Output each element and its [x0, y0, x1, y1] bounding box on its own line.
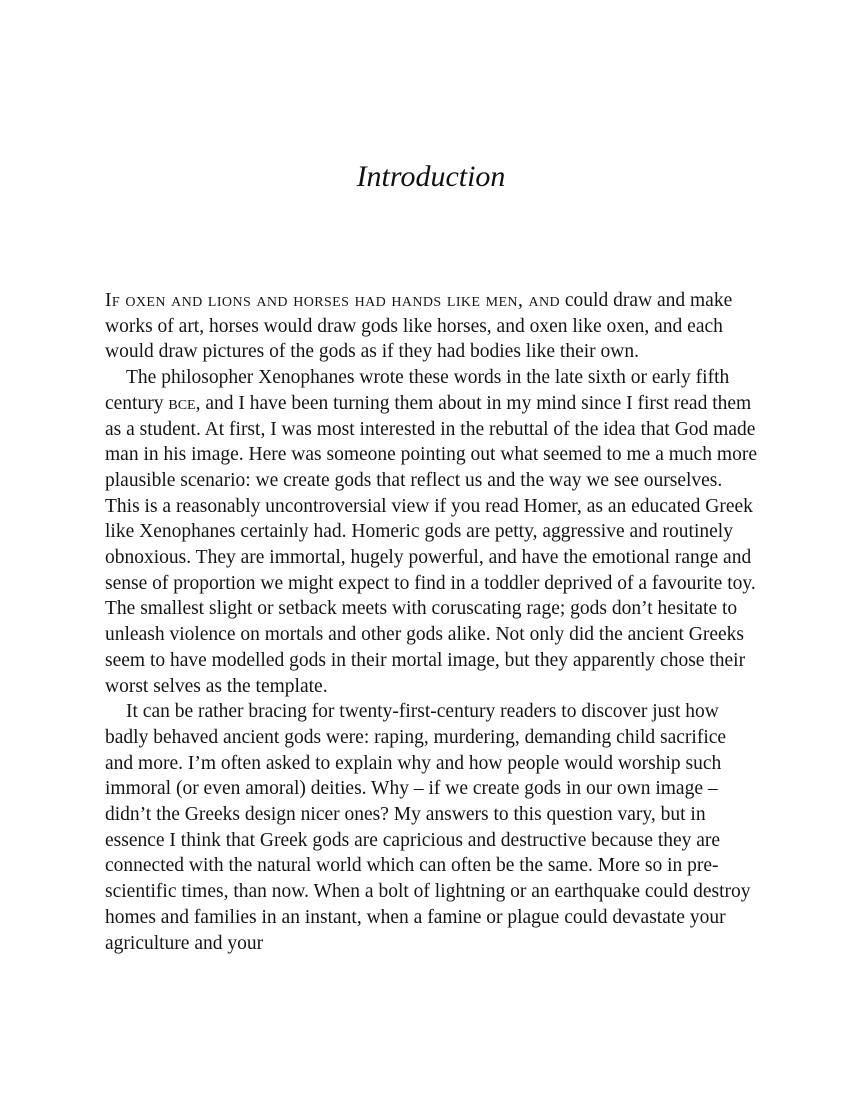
chapter-title: Introduction [356, 160, 506, 193]
era-abbreviation-bce: bce [168, 392, 196, 414]
paragraph-opening [105, 288, 759, 365]
paragraph-xenophanes [105, 365, 759, 699]
paragraph-bracing: It can be rather bracing for twenty-first-century readers to discover just how badly behaved ancient gods were: raping, murdering, demanding child sacrifice and more. I’m often asked to explain why and how people would worship such immoral (or even amoral) deities. Why – if we create gods in our own image – didn’t the Greeks design nicer ones? My answers to this question vary, but in essence I think that Greek gods are capricious and destructive because they are connected with the natural world which can often be the same. More so in pre-scientific times, than now. When a bolt of lightning or an earthquake could destroy homes and families in an instant, when a famine or plague could devastate your agriculture and your [105, 701, 751, 954]
paragraph-opening-rest: could draw and make works of art, horses would draw gods like horses, and oxen like oxen, and each would draw pictures of the gods as if they had bodies like their own. [105, 290, 733, 363]
paragraph-xenophanes-part1: The philosopher Xenophanes wrote these words in the late sixth or early fifth century [105, 367, 730, 414]
body-text [105, 288, 759, 956]
opening-small-caps-phrase: If oxen and lions and horses had hands like men, and [105, 290, 561, 311]
paragraph-xenophanes-part2: , and I have been turning them about in my mind since I first read them as a student. At first, I was most interested in the rebuttal of the idea that God made man in his image. Here was someone pointing out what seemed to me a much more plausible scenario: we create gods that reflect us and the way we see ourselves. This is a reasonably uncontroversial view if you read Homer, as an educated Greek like Xenophanes certainly had. Homeric gods are petty, aggressive and routinely obnoxious. They are immortal, hugely powerful, and have the emotional range and sense of proportion we might expect to find in a toddler deprived of a favourite toy. The smallest slight or setback meets with coruscating rage; gods don’t hesitate to unleash violence on mortals and other gods alike. Not only did the ancient Greeks seem to have modelled gods in their mortal image, but they apparently chose their worst selves as the template. [105, 392, 758, 697]
